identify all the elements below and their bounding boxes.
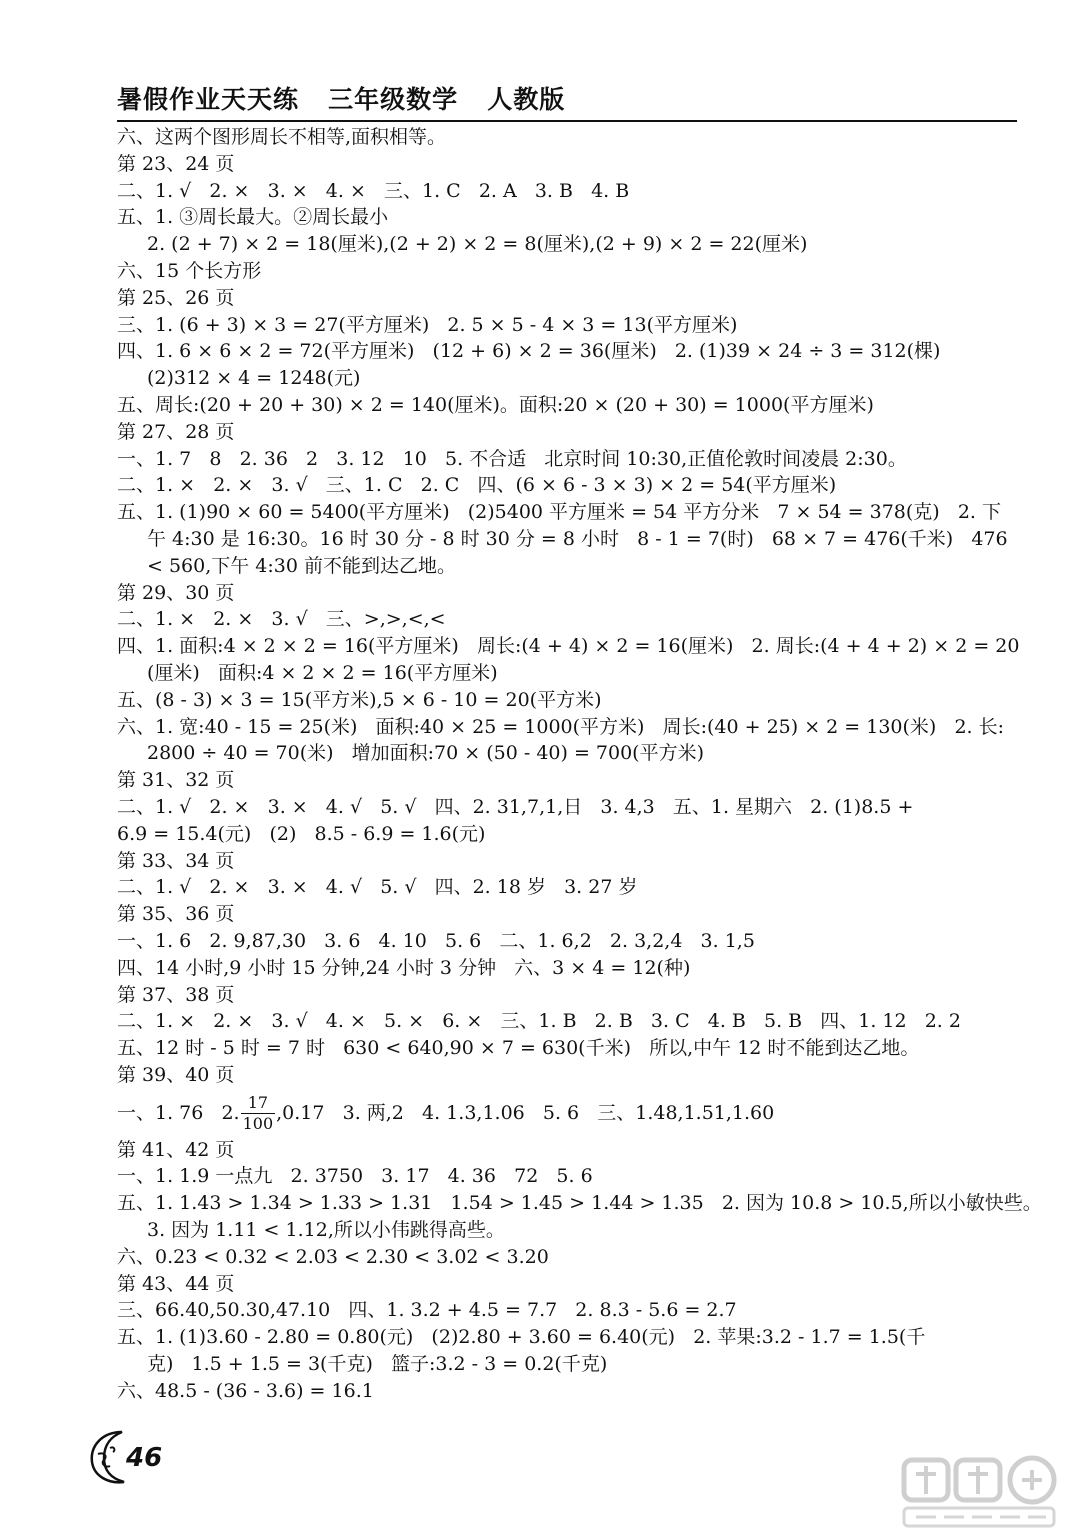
answer-line: 3. 因为 1.11 < 1.12,所以小伟跳得高些。 xyxy=(147,1219,505,1242)
answer-line: 第 23、24 页 xyxy=(117,152,235,175)
answer-line: 六、这两个图形周长不相等,面积相等。 xyxy=(117,126,447,148)
answer-line: 第 25、26 页 xyxy=(117,286,235,309)
answer-line: 第 33、34 页 xyxy=(117,849,235,872)
answer-line: 第 35、36 页 xyxy=(117,903,235,926)
answer-line: 四、14 小时,9 小时 15 分钟,24 小时 3 分钟 六、3 × 4 = 12(种) xyxy=(117,956,691,979)
answer-line: 一、1. 1.9 一点九 2. 3750 3. 17 4. 36 72 5. 6 xyxy=(117,1165,593,1188)
answer-line: 六、15 个长方形 xyxy=(117,259,262,282)
answer-line: 五、1. (1)90 × 60 = 5400(平方厘米) (2)5400 平方厘米 = 54 平方分米 7 × 54 = 378(克) 2. 下 xyxy=(117,501,1002,524)
answer-text: ,0.17 3. 两,2 4. 1.3,1.06 5. 6 三、1.48,1.51,1.60 xyxy=(276,1101,775,1124)
answer-line xyxy=(117,1089,1017,1137)
answer-line: 第 39、40 页 xyxy=(117,1063,235,1086)
answer-line: 五、1. (1)3.60 - 2.80 = 0.80(元) (2)2.80 + 3.60 = 6.40(元) 2. 苹果:3.2 - 1.7 = 1.5(千 xyxy=(117,1326,926,1349)
answer-line: 克) 1.5 + 1.5 = 3(千克) 篮子:3.2 - 3 = 0.2(千克) xyxy=(147,1353,608,1376)
answer-line: 第 37、38 页 xyxy=(117,983,235,1006)
answer-line: 四、1. 6 × 6 × 2 = 72(平方厘米) (12 + 6) × 2 = 36(厘米) 2. (1)39 × 24 ÷ 3 = 312(棵) xyxy=(117,340,941,363)
answer-line: 五、(8 - 3) × 3 = 15(平方米),5 × 6 - 10 = 20(平方米) xyxy=(117,688,602,711)
answer-line: 午 4:30 是 16:30。16 时 30 分 - 8 时 30 分 = 8 小时 8 - 1 = 7(时) 68 × 7 = 476(千米) 476 xyxy=(147,527,1008,550)
answer-line: < 560,下午 4:30 前不能到达乙地。 xyxy=(147,554,457,577)
answer-line: 六、48.5 - (36 - 3.6) = 16.1 xyxy=(117,1379,374,1402)
answer-line: 六、1. 宽:40 - 15 = 25(米) 面积:40 × 25 = 1000(平方米) 周长:(40 + 25) × 2 = 130(米) 2. 长: xyxy=(117,715,1005,738)
answer-line: 第 41、42 页 xyxy=(117,1138,235,1161)
answer-line: 五、周长:(20 + 20 + 30) × 2 = 140(厘米)。面积:20 × (20 + 30) = 1000(平方厘米) xyxy=(117,393,874,416)
answer-line: 二、1. √ 2. × 3. × 4. √ 5. √ 四、2. 18 岁 3. 27 岁 xyxy=(117,876,638,899)
answer-line: 三、66.40,50.30,47.10 四、1. 3.2 + 4.5 = 7.7 2. 8.3 - 5.6 = 2.7 xyxy=(117,1299,737,1322)
answer-line: 第 31、32 页 xyxy=(117,769,235,792)
answer-line: 二、1. √ 2. × 3. × 4. √ 5. √ 四、2. 31,7,1,日 3. 4,3 五、1. 星期六 2. (1)8.5 + xyxy=(117,795,914,818)
answer-line: 五、1. 1.43 > 1.34 > 1.33 > 1.31 1.54 > 1.45 > 1.44 > 1.35 2. 因为 10.8 > 10.5,所以小敏快些。 xyxy=(117,1192,1042,1215)
fraction xyxy=(241,1095,276,1132)
answer-line: 二、1. × 2. × 3. √ 4. × 5. × 6. × 三、1. B 2. B 3. C 4. B 5. B 四、1. 12 2. 2 xyxy=(117,1010,961,1033)
answer-text: 一、1. 76 2. xyxy=(117,1101,240,1124)
answer-site-logo xyxy=(896,1452,1066,1532)
answer-line: 一、1. 6 2. 9,87,30 3. 6 4. 10 5. 6 二、1. 6,2 2. 3,2,4 3. 1,5 xyxy=(117,929,755,952)
answer-line: (厘米) 面积:4 × 2 × 2 = 16(平方厘米) xyxy=(147,661,498,684)
answer-line: 第 29、30 页 xyxy=(117,581,235,604)
answer-line: 二、1. × 2. × 3. √ 三、1. C 2. C 四、(6 × 6 - 3 × 3) × 2 = 54(平方厘米) xyxy=(117,474,837,497)
fraction-denominator: 100 xyxy=(242,1114,274,1134)
answer-line: 三、1. (6 + 3) × 3 = 27(平方厘米) 2. 5 × 5 - 4 × 3 = 13(平方厘米) xyxy=(117,313,738,336)
answer-content xyxy=(117,124,1042,1405)
book-title: 暑假作业天天练 三年级数学 人教版 xyxy=(117,85,566,114)
page-header xyxy=(117,78,1017,122)
answer-line: 2800 ÷ 40 = 70(米) 增加面积:70 × (50 - 40) = 700(平方米) xyxy=(147,742,704,765)
answer-line: 一、1. 7 8 2. 36 2 3. 12 10 5. 不合适 北京时间 10:30,正值伦敦时间凌晨 2:30。 xyxy=(117,447,907,470)
answer-line: 四、1. 面积:4 × 2 × 2 = 16(平方厘米) 周长:(4 + 4) × 2 = 16(厘米) 2. 周长:(4 + 4 + 2) × 2 = 20 xyxy=(117,635,1020,658)
fraction-numerator: 17 xyxy=(241,1095,276,1114)
answer-line: 第 27、28 页 xyxy=(117,420,235,443)
answer-line: 六、0.23 < 0.32 < 2.03 < 2.30 < 3.02 < 3.20 xyxy=(117,1245,549,1268)
answer-line: 二、1. √ 2. × 3. × 4. × 三、1. C 2. A 3. B 4. B xyxy=(117,179,630,202)
answer-line: (2)312 × 4 = 1248(元) xyxy=(147,367,361,390)
answer-line: 第 43、44 页 xyxy=(117,1272,235,1295)
answer-line: 2. (2 + 7) × 2 = 18(厘米),(2 + 2) × 2 = 8(厘米),(2 + 9) × 2 = 22(厘米) xyxy=(147,233,808,256)
answer-line: 五、1. ③周长最大。②周长最小 xyxy=(117,206,389,229)
page-number: 46 xyxy=(126,1443,163,1473)
answer-line: 6.9 = 15.4(元) (2) 8.5 - 6.9 = 1.6(元) xyxy=(117,822,486,845)
answer-line: 五、12 时 - 5 时 = 7 时 630 < 640,90 × 7 = 630(千米) 所以,中午 12 时不能到达乙地。 xyxy=(117,1037,920,1060)
answer-line: 二、1. × 2. × 3. √ 三、>,>,<,< xyxy=(117,608,446,631)
